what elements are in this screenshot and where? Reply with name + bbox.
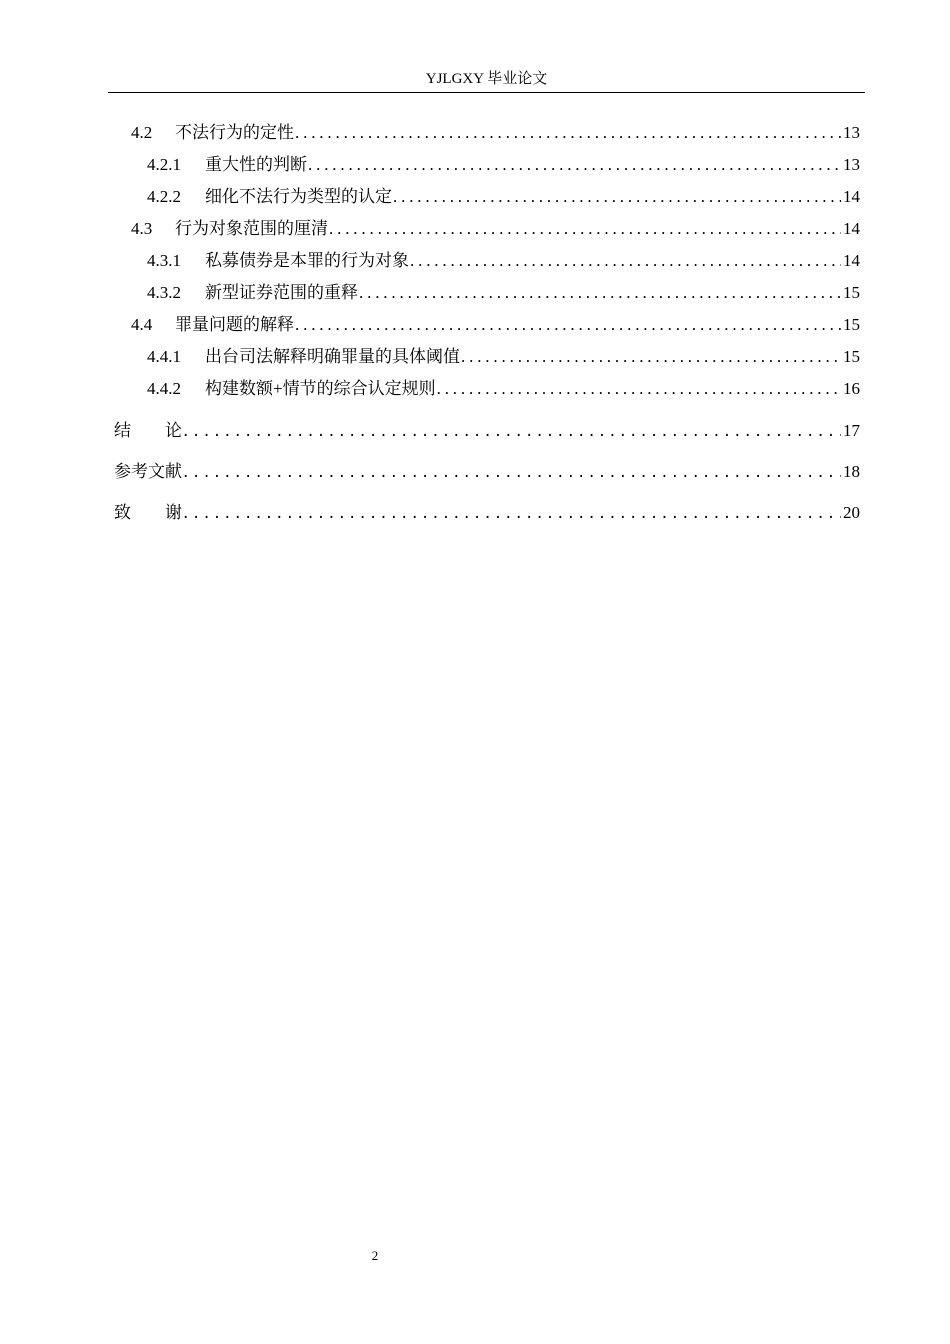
toc-entry-4-4-1[interactable] — [147, 346, 860, 368]
toc-entry-page: 20 — [843, 503, 860, 522]
toc-entry-page: 17 — [843, 421, 860, 440]
toc-entry-page: 15 — [843, 347, 860, 366]
toc-entry-title: 私募债券是本罪的行为对象 — [205, 251, 409, 270]
toc-entry-number: 4.4.1 — [147, 347, 181, 366]
toc-entry-4-2-2[interactable] — [147, 186, 860, 208]
toc-dot-leader — [183, 420, 841, 442]
page-header: YJLGXY 毕业论文 — [108, 66, 865, 93]
toc-entry-4-4-2[interactable] — [147, 378, 860, 400]
toc-dot-leader — [410, 250, 841, 272]
toc-entry-title: 细化不法行为类型的认定 — [205, 187, 392, 206]
page-number: 2 — [371, 1248, 379, 1263]
toc-entry-4-3-1[interactable] — [147, 250, 860, 272]
toc-entry-title: 罪量问题的解释 — [175, 315, 294, 334]
toc-entry-number: 4.4 — [131, 315, 153, 334]
toc-entry-title: 结 论 — [114, 421, 182, 441]
toc-entry-title: 重大性的判断 — [205, 155, 307, 174]
toc-entry-number: 4.3.1 — [147, 251, 181, 270]
toc-entry-page: 14 — [843, 187, 860, 206]
toc-entry-title: 出台司法解释明确罪量的具体阈值 — [205, 347, 460, 366]
toc-entry-page: 15 — [843, 283, 860, 302]
toc-entry-title: 致 谢 — [114, 503, 182, 523]
toc-entry-title: 不法行为的定性 — [175, 123, 294, 142]
toc-dot-leader — [183, 461, 841, 483]
toc-entry-title: 参考文献 — [114, 462, 182, 482]
toc-entry-title: 构建数额+情节的综合认定规则 — [205, 379, 436, 398]
toc-entry-page: 14 — [843, 251, 860, 270]
toc-entry-4-2[interactable] — [131, 122, 860, 144]
toc-dot-leader — [329, 218, 841, 240]
toc-entry-4-2-1[interactable] — [147, 154, 860, 176]
toc-entry-number: 4.2.2 — [147, 187, 181, 206]
toc-dot-leader — [359, 282, 841, 304]
toc-entry-number: 4.4.2 — [147, 379, 181, 398]
toc-entry-references[interactable] — [114, 461, 860, 483]
toc-entry-page: 14 — [843, 219, 860, 238]
toc-entry-conclusion[interactable] — [114, 420, 860, 442]
toc-entry-acknowledgements[interactable] — [114, 502, 860, 524]
toc-entry-page: 16 — [843, 379, 860, 398]
toc-entry-4-3-2[interactable] — [147, 282, 860, 304]
toc-entry-page: 18 — [843, 462, 860, 481]
toc-entry-title: 行为对象范围的厘清 — [175, 219, 328, 238]
toc-entry-page: 13 — [843, 155, 860, 174]
toc-entry-4-4[interactable] — [131, 314, 860, 336]
toc-entry-number: 4.3.2 — [147, 283, 181, 302]
toc-dot-leader — [183, 502, 841, 524]
toc-entry-number: 4.3 — [131, 219, 153, 238]
toc-dot-leader — [393, 186, 841, 208]
toc-entry-page: 15 — [843, 315, 860, 334]
toc-dot-leader — [295, 314, 841, 336]
toc-entry-4-3[interactable] — [131, 218, 860, 240]
toc-entry-title: 新型证券范围的重释 — [205, 283, 358, 302]
toc-entry-number: 4.2.1 — [147, 155, 181, 174]
toc-dot-leader — [461, 346, 841, 368]
toc-dot-leader — [437, 378, 841, 400]
toc-dot-leader — [295, 122, 841, 144]
toc-dot-leader — [308, 154, 841, 176]
toc-entry-page: 13 — [843, 123, 860, 142]
toc-entry-number: 4.2 — [131, 123, 153, 142]
